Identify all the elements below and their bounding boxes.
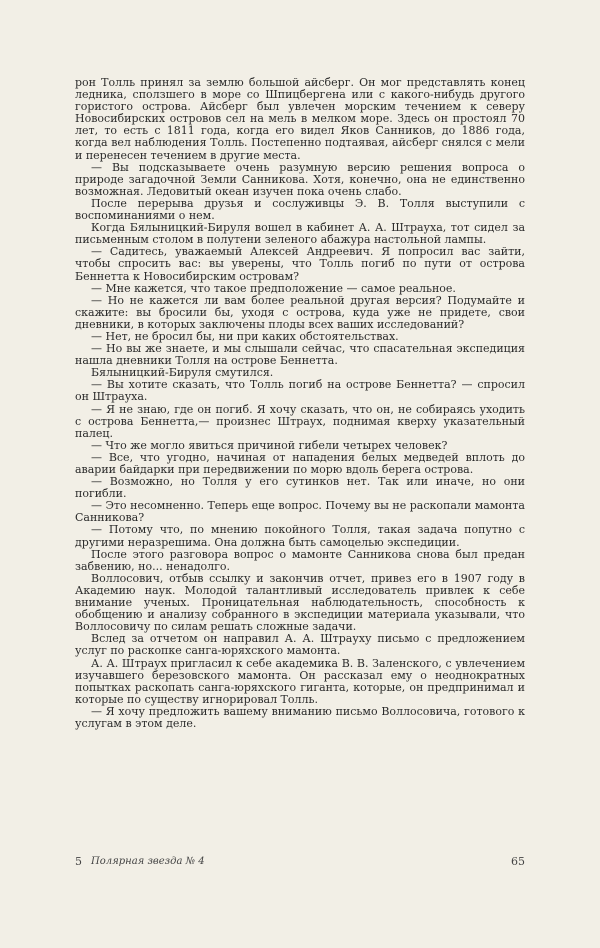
paragraph: Бялыницкий-Бируля смутился. (91, 366, 274, 380)
paragraph: — Я хочу предложить вашему вниманию письмо Воллосовича, готового к услугам в этом деле. (75, 704, 525, 730)
paragraph: А. А. Штраух пригласил к себе академика В. В. Заленского, с увлечением изучавшего березовского мамонта. Он рассказал ему о неоднократных попытках раскопать санга-юряхского гиганта, которые, он предпринимал и которые по существу игнорировал Толль. (75, 656, 525, 706)
paragraph: После этого разговора вопрос о мамонте Санникова снова был предан забвению, но... ненадолго. (75, 547, 525, 573)
paragraph: — Нет, не бросил бы, ни при каких обстоятельствах. (91, 329, 399, 343)
paragraph: — Что же могло явиться причиной гибели четырех человек? (91, 438, 448, 452)
page-footer (75, 855, 525, 871)
page-number: 65 (511, 855, 525, 868)
paragraph: После перерыва друзья и сослуживцы Э. В. Толля выступили с воспоминаниями о нем. (75, 196, 525, 223)
paragraph: — Но не кажется ли вам более реальной другая версия? Подумайте и скажите: вы бросили бы, уходя с острова, куда уже не придете, свои дневники, в которых заключены плоды всех ваших исследований? (75, 293, 525, 331)
paragraph: — Но вы же знаете, и мы слышали сейчас, что спасательная экспедиция нашла дневники Толля на острове Беннетта. (75, 342, 525, 368)
paragraph: рон Толль принял за землю большой айсберг. Он мог представлять конец ледника, сползшего в море со Шпицбергена или с какого-нибудь другого гористого острова. Айсберг был увлечен морским течением к северу Новосибирских островов сел на мель в мелком море. Здесь он простоял 70 лет, то есть с 1811 года, когда его видел Яков Санников, до 1886 года, когда вел наблюдения Толль. Постепенно подтаявая, айсберг снялся с мели и перенесен течением в другие места. (75, 76, 525, 162)
paragraph: Воллосович, отбыв ссылку и закончив отчет, привез его в 1907 году в Академию наук. Молодой талантливый исследователь привлек к себе внимание ученых. Проницательная наблюдательность, способность к обобщению и анализу собранного в экспедиции материала указывали, что Воллосовичу по силам решать сложные задачи. (75, 571, 525, 634)
paragraph: — Все, что угодно, начиная от нападения белых медведей вплоть до аварии байдарки при передвижении по морю вдоль берега острова. (75, 450, 525, 476)
paragraph: — Садитесь, уважаемый Алексей Андреевич. Я попросил вас зайти, чтобы спросить вас: вы уверены, что Толль погиб по пути от острова Беннетта к Новосибирским островам? (75, 245, 525, 283)
paragraph: — Возможно, но Толля у его сутинков нет. Так или иначе, но они погибли. (75, 475, 525, 501)
paragraph: — Вы подсказываете очень разумную версию решения вопроса о природе загадочной Земли Санникова. Хотя, конечно, она не единственно возможная. Ледовитый океан изучен пока очень слабо. (75, 160, 525, 198)
paragraph: — Я не знаю, где он погиб. Я хочу сказать, что он, не собираясь уходить с острова Беннетта,— произнес Штраух, поднимая кверху указательный палец. (75, 402, 525, 440)
paragraph: Когда Бялыницкий-Бируля вошел в кабинет А. А. Штрауха, тот сидел за письменным столом в полутени зеленого абажура настольной лампы. (75, 221, 525, 247)
paragraph: — Мне кажется, что такое предположение — самое реальное. (91, 281, 456, 295)
paragraph: Вслед за отчетом он направил А. А. Штрауху письмо с предложением услуг по раскопке санга-юряхского мамонта. (75, 632, 525, 658)
body-text (75, 77, 525, 730)
paragraph: — Вы хотите сказать, что Толль погиб на острове Беннетта? — спросил он Штрауха. (75, 378, 525, 404)
paragraph: — Это несомненно. Теперь еще вопрос. Почему вы не раскопали мамонта Санникова? (75, 499, 525, 525)
paragraph: — Потому что, по мнению покойного Толля, такая задача попутно с другими неразрешима. Она должна быть самоцелью экспедиции. (75, 523, 525, 549)
journal-title: Полярная звезда № 4 (91, 856, 205, 867)
signature-mark: 5 (75, 855, 82, 868)
